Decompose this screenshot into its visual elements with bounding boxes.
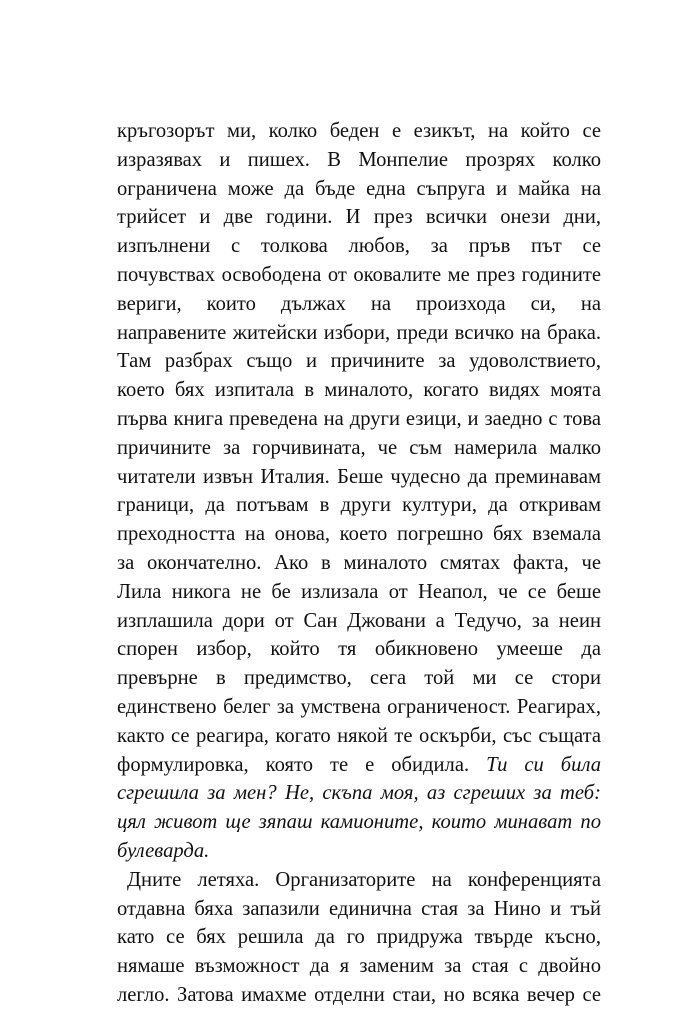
text-line: причините за горчивината, че съм намерила малко	[117, 436, 601, 459]
text-line: изплашила дори от Сан Джовани а Тедучо, за неин	[117, 609, 601, 632]
text-line: за окончателно. Ако в миналото смятах факта, че	[117, 551, 601, 574]
paragraph-1	[117, 117, 601, 866]
text-line: преходността на онова, което погрешно бях вземала	[117, 523, 601, 546]
text-line: което бях изпитала в миналото, когато видях моята	[117, 379, 601, 402]
paragraph-2	[117, 866, 601, 1010]
italic-quote-line: сгрешила за мен? Не, скъпа моя, аз сгреших за теб:	[117, 782, 601, 805]
italic-quote-line: цял живот ще зяпаш камионите, които минават по	[117, 811, 601, 834]
text-line: легло. Затова имахме отделни стаи, но всяка вечер се	[117, 983, 601, 1006]
text-line: нямаше възможност да я заменим за стая с двойно	[117, 955, 601, 978]
text-line: изпълнени с толкова любов, за пръв път се	[117, 235, 601, 258]
text-line: почувствах освободена от оковалите ме през годините	[117, 263, 601, 286]
text-line: първа книга преведена на други езици, и заедно с това	[117, 407, 601, 430]
text-line: читатели извън Италия. Беше чудесно да преминавам	[117, 465, 601, 488]
text-line: трийсет и две години. И през всички онези дни,	[117, 206, 601, 229]
text-line: кръгозорът ми, колко беден е езикът, на който се	[117, 120, 601, 142]
text-line: ограничена може да бъде една съпруга и майка на	[117, 177, 601, 200]
text-line: отдавна бяха запазили единична стая за Нино и тъй	[117, 897, 601, 920]
italic-quote: Ти си била	[486, 753, 601, 776]
text-line: направените житейски избори, преди всичко на брака.	[117, 321, 601, 344]
text-line: Лила никога не бе излизала от Неапол, че се беше	[117, 580, 601, 603]
text-line: граници, да потъвам в други култури, да откривам	[117, 494, 601, 517]
text-line: формулировка, която те е обидила. Ти си била	[117, 753, 601, 776]
text-line: както се реагира, когато някой те оскърби, със същата	[117, 724, 601, 747]
text-line: вериги, които дължах на произхода си, на	[117, 292, 601, 315]
text-line: превърне в предимство, сега той ми се стори	[117, 667, 601, 690]
text-line: Дните летяха. Организаторите на конференцията	[127, 868, 601, 891]
text-line: изразявах и пишех. В Монпелие прозрях колко	[117, 148, 601, 171]
text-line: единствено белег за умствена ограниченост. Реагирах,	[117, 695, 601, 718]
page-text	[117, 117, 601, 1010]
italic-quote-line: булеварда.	[117, 839, 210, 862]
text-line: спорен избор, който тя обикновено умееше да	[117, 638, 601, 661]
text-line: като се бях решила да го придружа твърде късно,	[117, 926, 601, 949]
text-line: Там разбрах също и причините за удоволствието,	[117, 350, 601, 373]
